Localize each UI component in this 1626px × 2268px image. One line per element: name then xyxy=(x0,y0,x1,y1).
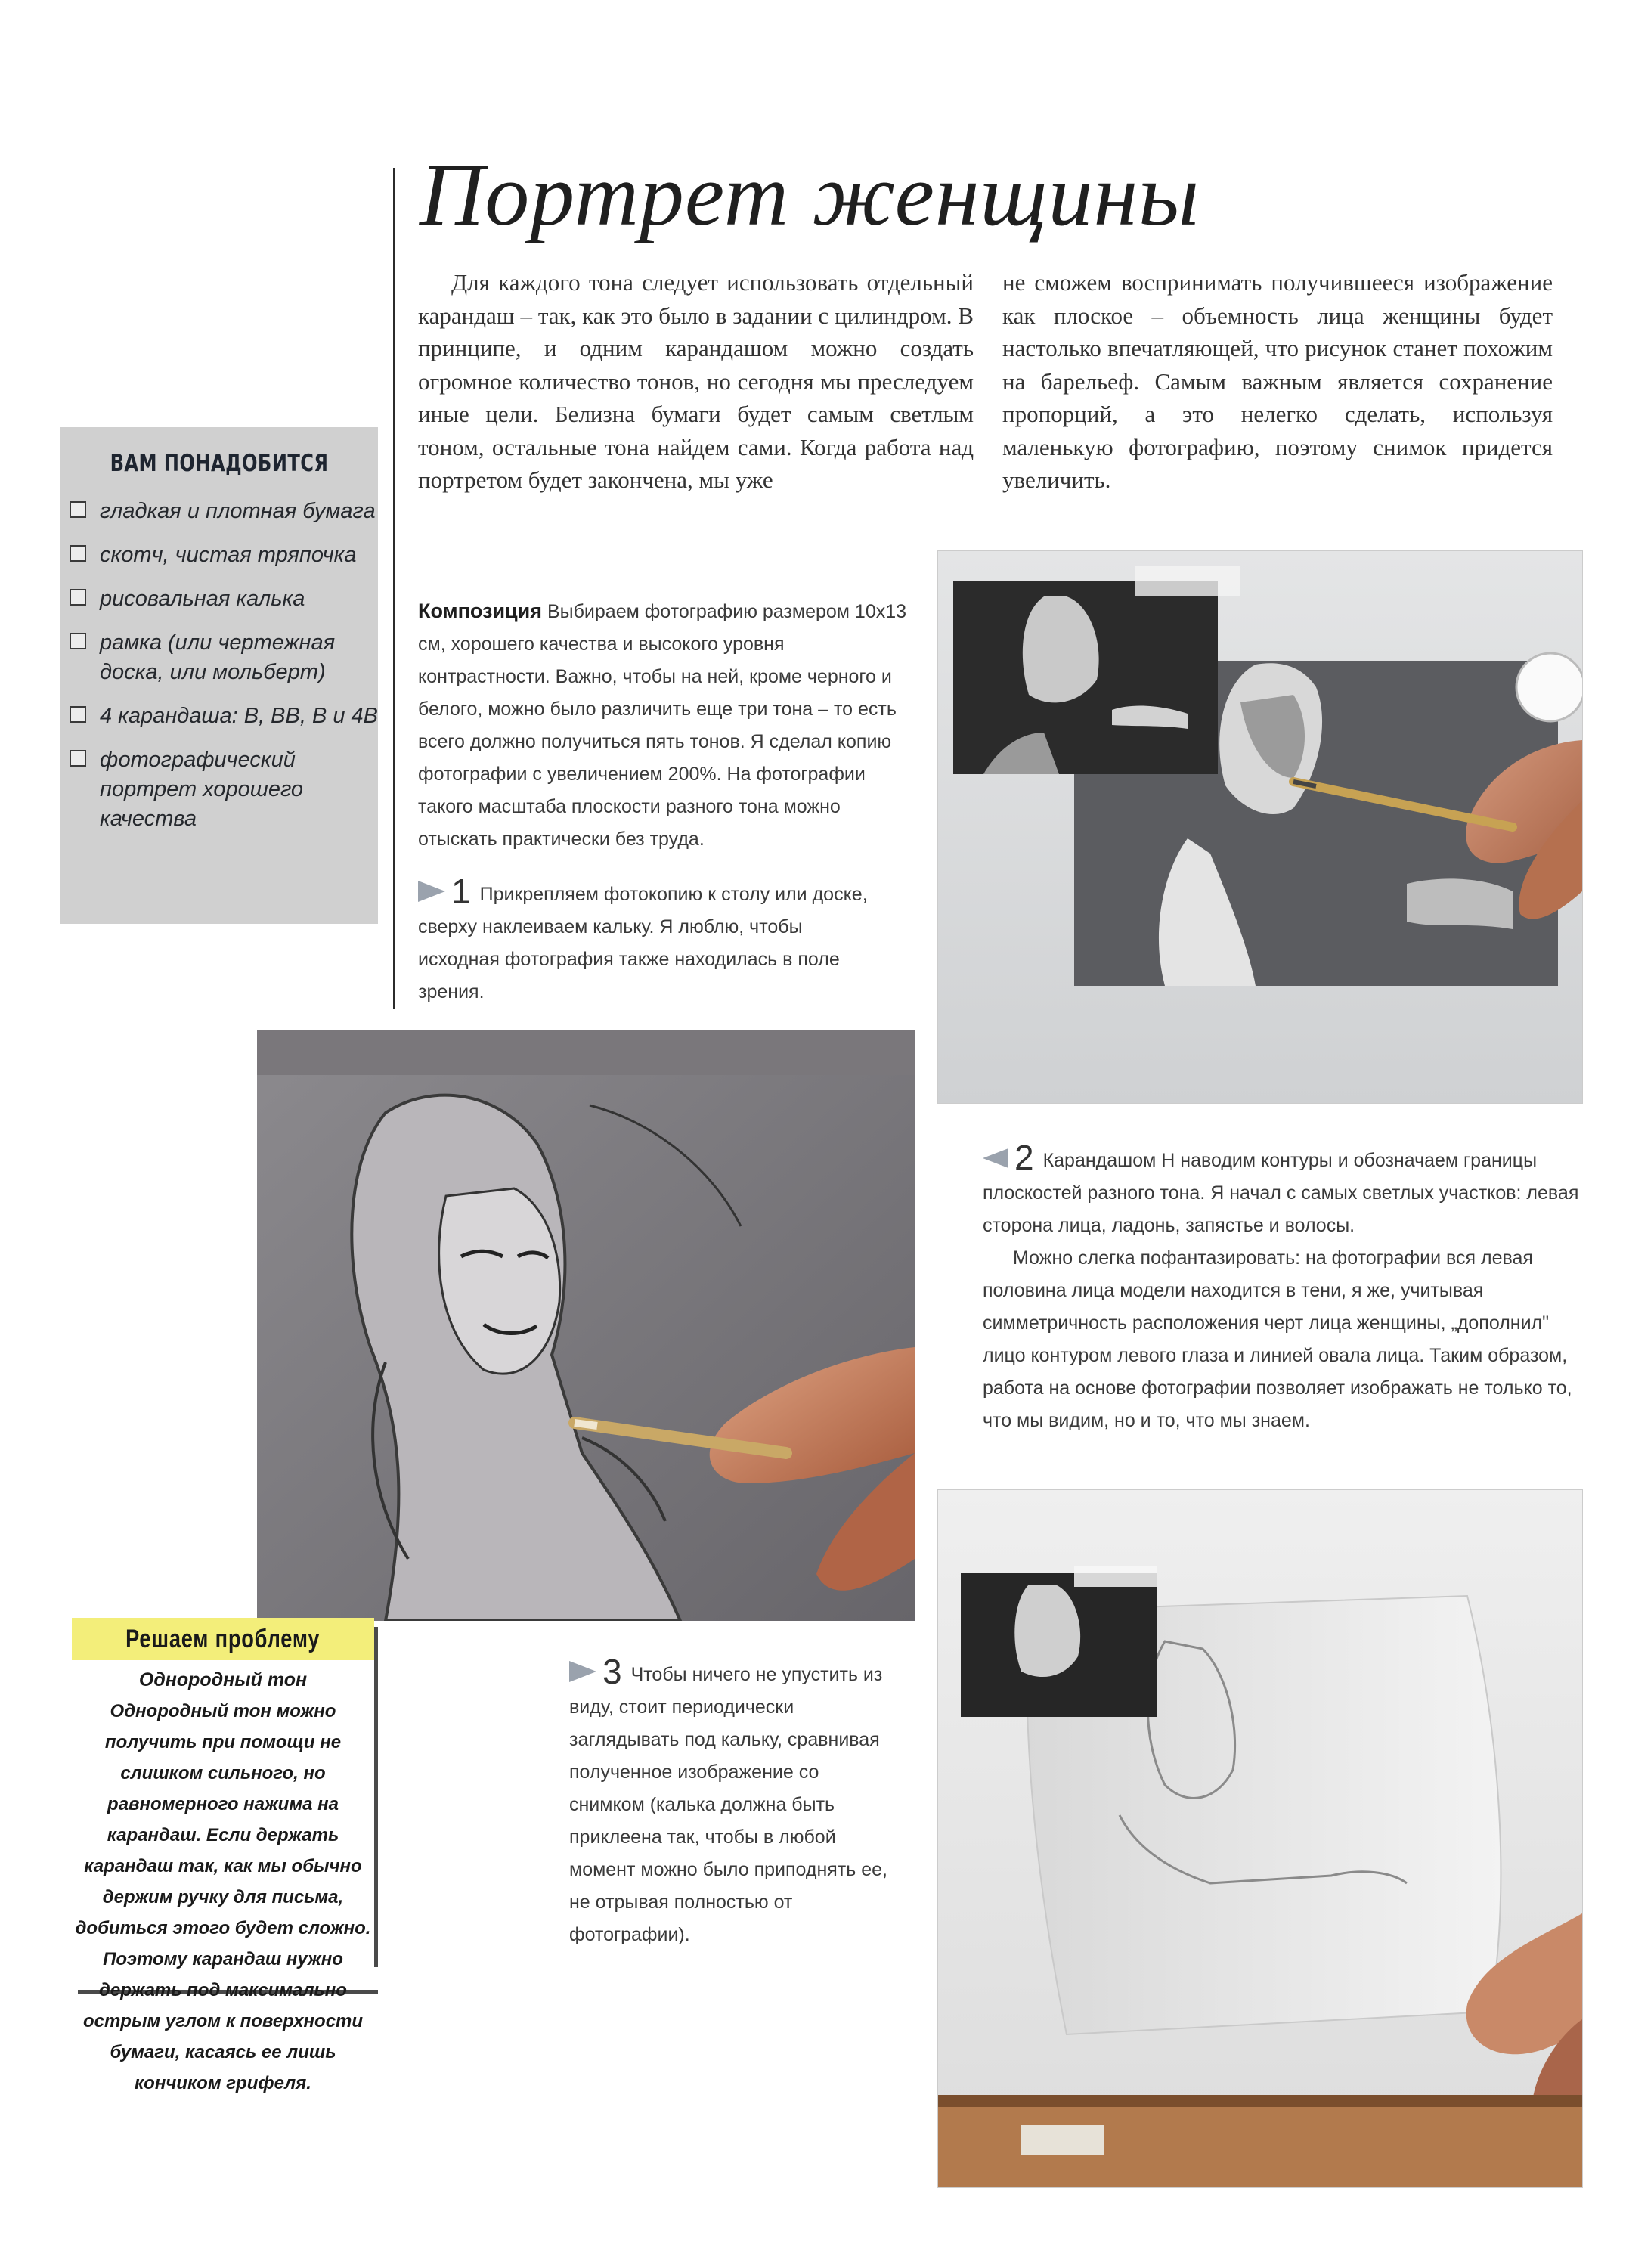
step-2-paragraph-2: Можно слегка пофантазировать: на фотографии вся левая половина лица модели находится в тени, я же, учитывая симметричность расположения черт лица женщины, „дополнил" лицо контуром левого глаза и линией овала лица. Таким образом, работа на основе фотографии позволяет изображать не только то, что мы видим, но и то, что мы знаем. xyxy=(983,1247,1572,1431)
tip-subheading: Однородный тон xyxy=(138,1669,308,1690)
tip-box xyxy=(72,1618,378,2093)
arrow-left-icon xyxy=(983,1148,1008,1168)
step-text: Прикрепляем фотокопию к столу или доске, сверху наклеиваем кальку. Я люблю, чтобы исходная фотография также находилась в поле зрения. xyxy=(418,884,868,1002)
supplies-list xyxy=(60,497,378,834)
checkbox-icon[interactable] xyxy=(70,545,86,562)
page-title: Портрет женщины xyxy=(420,145,1200,244)
supplies-item: скотч, чистая тряпочка xyxy=(70,541,378,570)
supplies-item: гладкая и плотная бумага xyxy=(70,497,378,526)
composition-paragraph xyxy=(418,595,917,856)
arrow-right-icon xyxy=(569,1661,596,1682)
supplies-item: 4 карандаша: В, ВВ, В и 4В xyxy=(70,702,378,731)
supplies-box xyxy=(60,427,378,924)
photo-step-3 xyxy=(937,1489,1583,2188)
tip-heading: Решаем проблему xyxy=(72,1618,374,1660)
checkbox-icon[interactable] xyxy=(70,706,86,723)
tip-shadow xyxy=(374,1627,378,1967)
checkbox-icon[interactable] xyxy=(70,633,86,649)
step-number: 3 xyxy=(602,1652,622,1691)
composition-lead: Композиция xyxy=(418,600,543,622)
photo-step-1 xyxy=(937,550,1583,1104)
step-text: Чтобы ничего не упустить из виду, стоит периодически заглядывать под кальку, сравнивая полученное изображение со снимком (калька должна быть приклеена так, чтобы в любой момент можно было приподнять ее, не отрывая полностью от фотографии). xyxy=(569,1664,887,1945)
arrow-right-icon xyxy=(418,881,445,902)
tip-body xyxy=(72,1665,374,2099)
checkbox-icon[interactable] xyxy=(70,750,86,767)
supplies-item: рисовальная калька xyxy=(70,584,378,614)
checkbox-icon[interactable] xyxy=(70,501,86,518)
composition-text: Выбираем фотографию размером 10x13 см, хорошего качества и высокого уровня контрастности. Важно, чтобы на ней, кроме черного и белого, можно было различить еще три тона – то есть всего должно получиться пять тонов. Я сделал копию фотографии с увеличением 200%. На фотографии такого масштаба плоскости разного тона можно отыскать практически без труда. xyxy=(418,601,907,850)
supplies-heading: ВАМ ПОНАДОБИТСЯ xyxy=(110,450,329,477)
step-number: 2 xyxy=(1014,1138,1034,1177)
intro-right-column: не сможем воспринимать получившееся изображение как плоское – объемность лица женщины будет настолько впечатляющей, что рисунок станет похожим на барельеф. Самым важным является сохранение пропорций, а это нелегко сделать, используя маленькую фотографию, поэтому снимок придется увеличить. xyxy=(1002,269,1553,493)
step-3 xyxy=(569,1652,894,1951)
step-2-paragraph xyxy=(983,1138,1595,1242)
tip-text: Однородный тон можно получить при помощи не слишком сильного, но равномерного нажима на карандаш. Если держать карандаш так, как мы обычно держим ручку для письма, добиться этого будет сложно. Поэтому карандаш нужно держать под максимально острым углом к поверхности бумаги, касаясь ее лишь кончиком грифеля. xyxy=(75,1701,371,2093)
intro-left-column: Для каждого тона следует использовать отдельный карандаш – так, как это было в задании с цилиндром. В принципе, и одним карандашом можно создать огромное количество тонов, но сегодня мы преследуем иные цели. Белизна бумаги будет самым светлым тоном, остальные тона найдем сами. Когда работа над портретом будет закончена, мы уже xyxy=(418,269,974,493)
supplies-item: фотографический портрет хорошего качества xyxy=(70,745,378,834)
step-1 xyxy=(418,872,887,1009)
title-divider xyxy=(393,168,395,1009)
step-number: 1 xyxy=(451,872,471,911)
photo-step-2 xyxy=(257,1030,915,1621)
step-2 xyxy=(983,1138,1595,1437)
checkbox-icon[interactable] xyxy=(70,589,86,606)
step-text: Карандашом Н наводим контуры и обозначаем границы плоскостей разного тона. Я начал с самых светлых участков: левая сторона лица, ладонь, запястье и волосы. xyxy=(983,1150,1579,1236)
supplies-item: рамка (или чертежная доска, или мольберт) xyxy=(70,628,378,687)
